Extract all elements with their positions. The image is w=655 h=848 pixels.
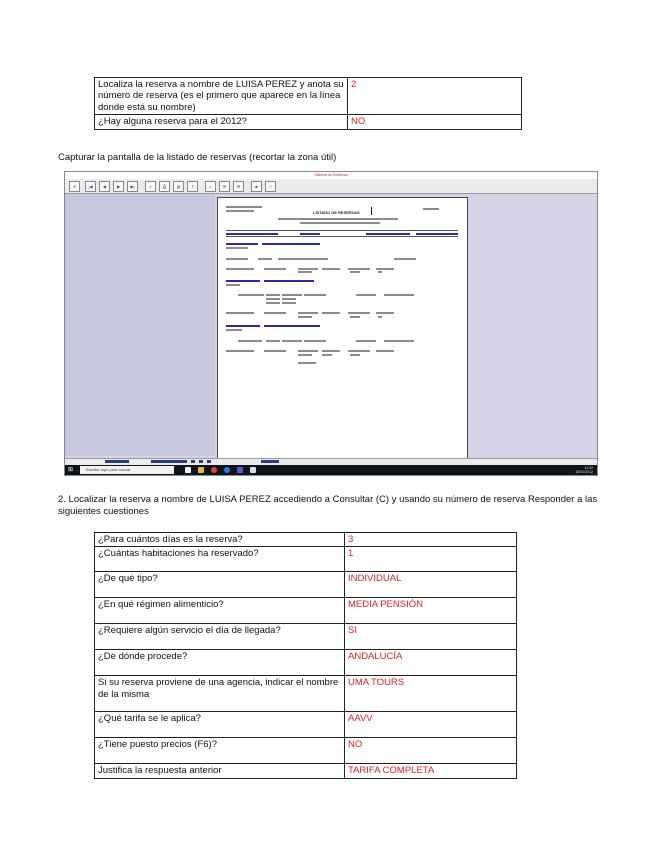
table-row <box>95 624 517 650</box>
window-title: Sistema de Reservas <box>65 172 597 179</box>
windows-start-icon[interactable]: ⊞ <box>68 467 74 473</box>
table-row <box>95 533 517 547</box>
question-cell: Localiza la reserva a nombre de LUISA PEREZ y anota su número de reserva (es el primero que aparece en la línea donde está su nombre) <box>95 78 348 115</box>
answer-cell: NO <box>348 115 522 129</box>
question-cell: ¿En qué régimen alimenticio? <box>95 598 345 624</box>
answer-cell: 3 <box>345 533 517 547</box>
report-page <box>217 197 468 459</box>
reservation-lookup-table <box>94 77 522 130</box>
question-cell: ¿Tiene puesto precios (F6)? <box>95 738 345 764</box>
reservation-details-table <box>94 532 517 779</box>
first-page-icon[interactable]: |◀ <box>85 181 96 192</box>
table-row <box>95 547 517 572</box>
taskbar-search-input[interactable]: Escribe aquí para buscar <box>80 466 174 474</box>
print-icon[interactable]: ⎙ <box>159 181 170 192</box>
answer-cell: 1 <box>345 547 517 572</box>
report-toolbar <box>65 179 597 194</box>
settings-icon[interactable]: ⚙ <box>233 181 244 192</box>
table-row <box>95 764 517 778</box>
previous-page-icon[interactable]: ◀ <box>99 181 110 192</box>
answer-cell: MEDIA PENSIÓN <box>345 598 517 624</box>
store-icon[interactable] <box>250 467 256 473</box>
left-panel <box>65 194 215 456</box>
taskbar <box>65 465 597 475</box>
find-icon[interactable]: ⌕ <box>205 181 216 192</box>
clock[interactable]: 11:32 16/01/2012 <box>575 466 593 474</box>
table-row <box>95 712 517 738</box>
table-row <box>95 598 517 624</box>
reservations-screenshot <box>64 171 598 476</box>
answer-cell: ANDALUCÍA <box>345 650 517 676</box>
close-icon[interactable]: ✕ <box>69 181 80 192</box>
help-icon[interactable]: ? <box>265 181 276 192</box>
browser-icon[interactable] <box>211 467 217 473</box>
question-cell: Si su reserva proviene de una agencia, indicar el nombre de la misma <box>95 676 345 712</box>
app-icon[interactable] <box>237 467 243 473</box>
zoom-icon[interactable]: ⌕ <box>145 181 156 192</box>
answer-cell: 2 <box>348 78 522 115</box>
table-row <box>95 650 517 676</box>
capture-instruction: Capturar la pantalla de la listado de reservas (recortar la zona útil) <box>58 152 337 163</box>
stop-icon[interactable]: ■ <box>251 181 262 192</box>
export-icon[interactable]: ⇪ <box>187 181 198 192</box>
page-setup-icon[interactable]: ▤ <box>173 181 184 192</box>
answer-cell: TARIFA COMPLETA <box>345 764 517 778</box>
last-page-icon[interactable]: ▶| <box>127 181 138 192</box>
table-row <box>95 738 517 764</box>
text-cursor <box>371 207 372 215</box>
question-cell: ¿Qué tarifa se le aplica? <box>95 712 345 738</box>
question-cell: Justifica la respuesta anterior <box>95 764 345 778</box>
file-explorer-icon[interactable] <box>198 467 204 473</box>
question-cell: ¿Requiere algún servicio el día de llegada? <box>95 624 345 650</box>
question-cell: ¿De qué tipo? <box>95 572 345 598</box>
answer-cell: SI <box>345 624 517 650</box>
table-row <box>95 676 517 712</box>
edge-icon[interactable] <box>224 467 230 473</box>
question-cell: ¿Para cuántos días es la reserva? <box>95 533 345 547</box>
answer-cell: NO <box>345 738 517 764</box>
answer-cell: AAVV <box>345 712 517 738</box>
table-row <box>95 115 522 129</box>
answer-cell: INDIVIDUAL <box>345 572 517 598</box>
table-row <box>95 572 517 598</box>
report-title: LISTADO DE RESERVAS <box>313 210 360 215</box>
status-bar <box>65 458 597 465</box>
question-cell: ¿Hay alguna reserva para el 2012? <box>95 115 348 129</box>
section-2-instruction: 2. Localizar la reserva a nombre de LUISA PEREZ accediendo a Consultar (C) y usando su número de reserva Responder a las siguientes cuestiones <box>58 494 598 517</box>
answer-cell: UMA TOURS <box>345 676 517 712</box>
question-cell: ¿Cuántas habitaciones ha reservado? <box>95 547 345 572</box>
email-icon[interactable]: ✉ <box>219 181 230 192</box>
question-cell: ¿De dónde procede? <box>95 650 345 676</box>
task-view-icon[interactable] <box>185 467 191 473</box>
table-row <box>95 78 522 115</box>
next-page-icon[interactable]: ▶ <box>113 181 124 192</box>
